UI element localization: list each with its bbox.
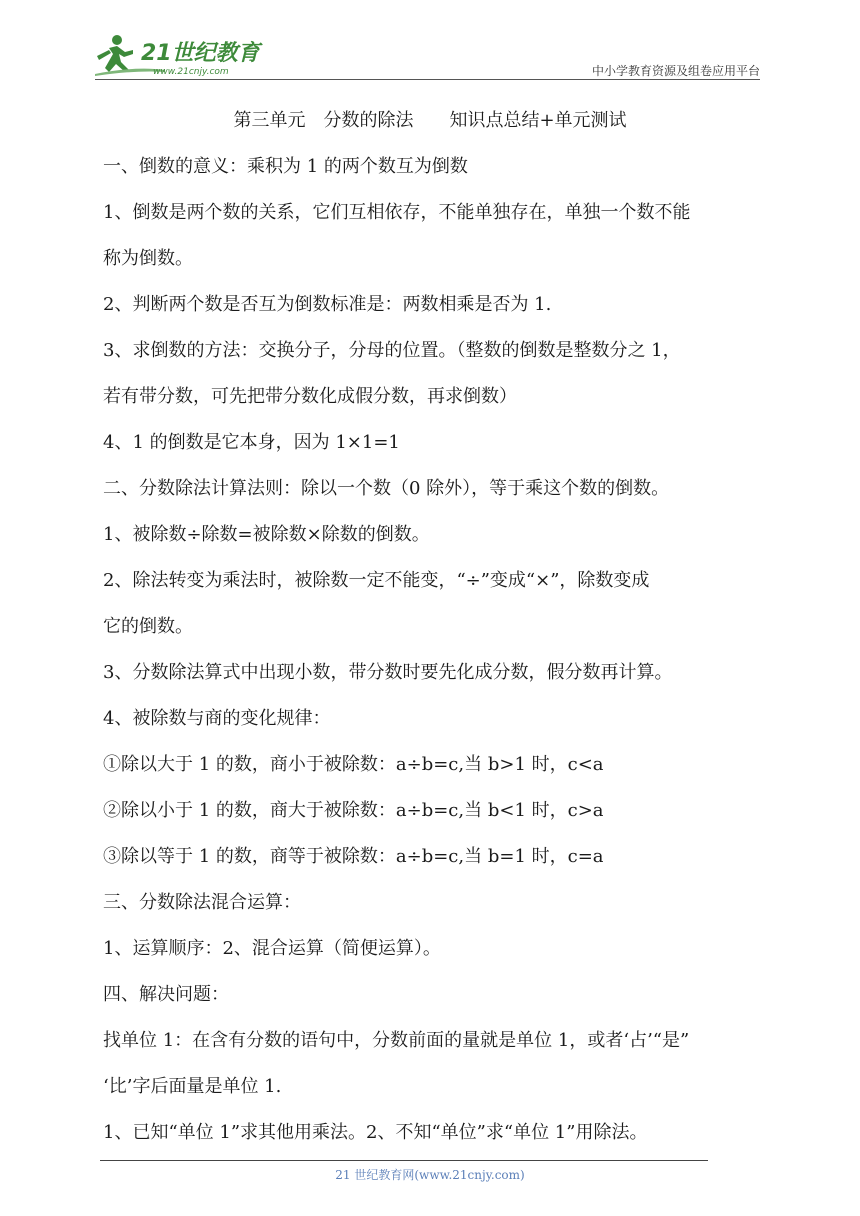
document-title: 第三单元 分数的除法 知识点总结+单元测试 [233, 110, 627, 131]
text-line: 四、解决问题： [103, 984, 229, 1005]
text-line: 3、分数除法算式中出现小数，带分数时要先化成分数，假分数再计算。 [103, 662, 673, 683]
page-header [95, 28, 760, 80]
text-line: 4、被除数与商的变化规律： [103, 708, 331, 729]
text-line: 3、求倒数的方法：交换分子，分母的位置。（整数的倒数是整数分之 1， [103, 340, 681, 361]
text-line: 2、判断两个数是否互为倒数标准是：两数相乘是否为 1. [103, 294, 552, 315]
text-line: 找单位 1：在含有分数的语句中，分数前面的量就是单位 1，或者‘占’“是” [103, 1030, 690, 1051]
text-line: 它的倒数。 [103, 616, 193, 637]
text-line: 1、被除数÷除数=被除数×除数的倒数。 [103, 524, 430, 545]
text-line: 三、分数除法混合运算： [103, 892, 301, 913]
platform-name: 中小学教育资源及组卷应用平台 [591, 64, 760, 78]
text-line: 称为倒数。 [103, 248, 193, 269]
text-line: 1、倒数是两个数的关系，它们互相依存，不能单独存在，单独一个数不能 [103, 202, 691, 223]
text-line: ③除以等于 1 的数，商等于被除数：a÷b=c,当 b=1 时，c=a [103, 846, 604, 867]
text-line: ‘比’字后面量是单位 1. [103, 1076, 282, 1097]
text-line: 1、已知“单位 1”求其他用乘法。2、不知“单位”求“单位 1”用除法。 [103, 1122, 648, 1143]
text-line: 2、除法转变为乘法时，被除数一定不能变，“÷”变成“×”，除数变成 [103, 570, 650, 591]
logo-text: 21世纪教育 [141, 41, 260, 66]
footer-link[interactable]: 21 世纪教育网(www.21cnjy.com) [335, 1168, 525, 1182]
text-line: 1、运算顺序：2、混合运算（简便运算）。 [103, 938, 441, 959]
21cnjy-logo [95, 30, 265, 78]
footer-divider [100, 1160, 708, 1161]
text-line: 若有带分数，可先把带分数化成假分数，再求倒数） [103, 386, 517, 407]
text-line: ①除以大于 1 的数，商小于被除数：a÷b=c,当 b>1 时，c<a [103, 754, 604, 775]
text-line: 4、1 的倒数是它本身，因为 1×1=1 [103, 432, 400, 453]
logo-url: www.21cnjy.com [153, 67, 229, 77]
document-body [103, 144, 763, 1156]
text-line: 一、倒数的意义：乘积为 1 的两个数互为倒数 [103, 156, 468, 177]
text-line: ②除以小于 1 的数，商大于被除数：a÷b=c,当 b<1 时，c>a [103, 800, 604, 821]
text-line: 二、分数除法计算法则：除以一个数（0 除外），等于乘这个数的倒数。 [103, 478, 670, 499]
header-divider [95, 79, 760, 80]
